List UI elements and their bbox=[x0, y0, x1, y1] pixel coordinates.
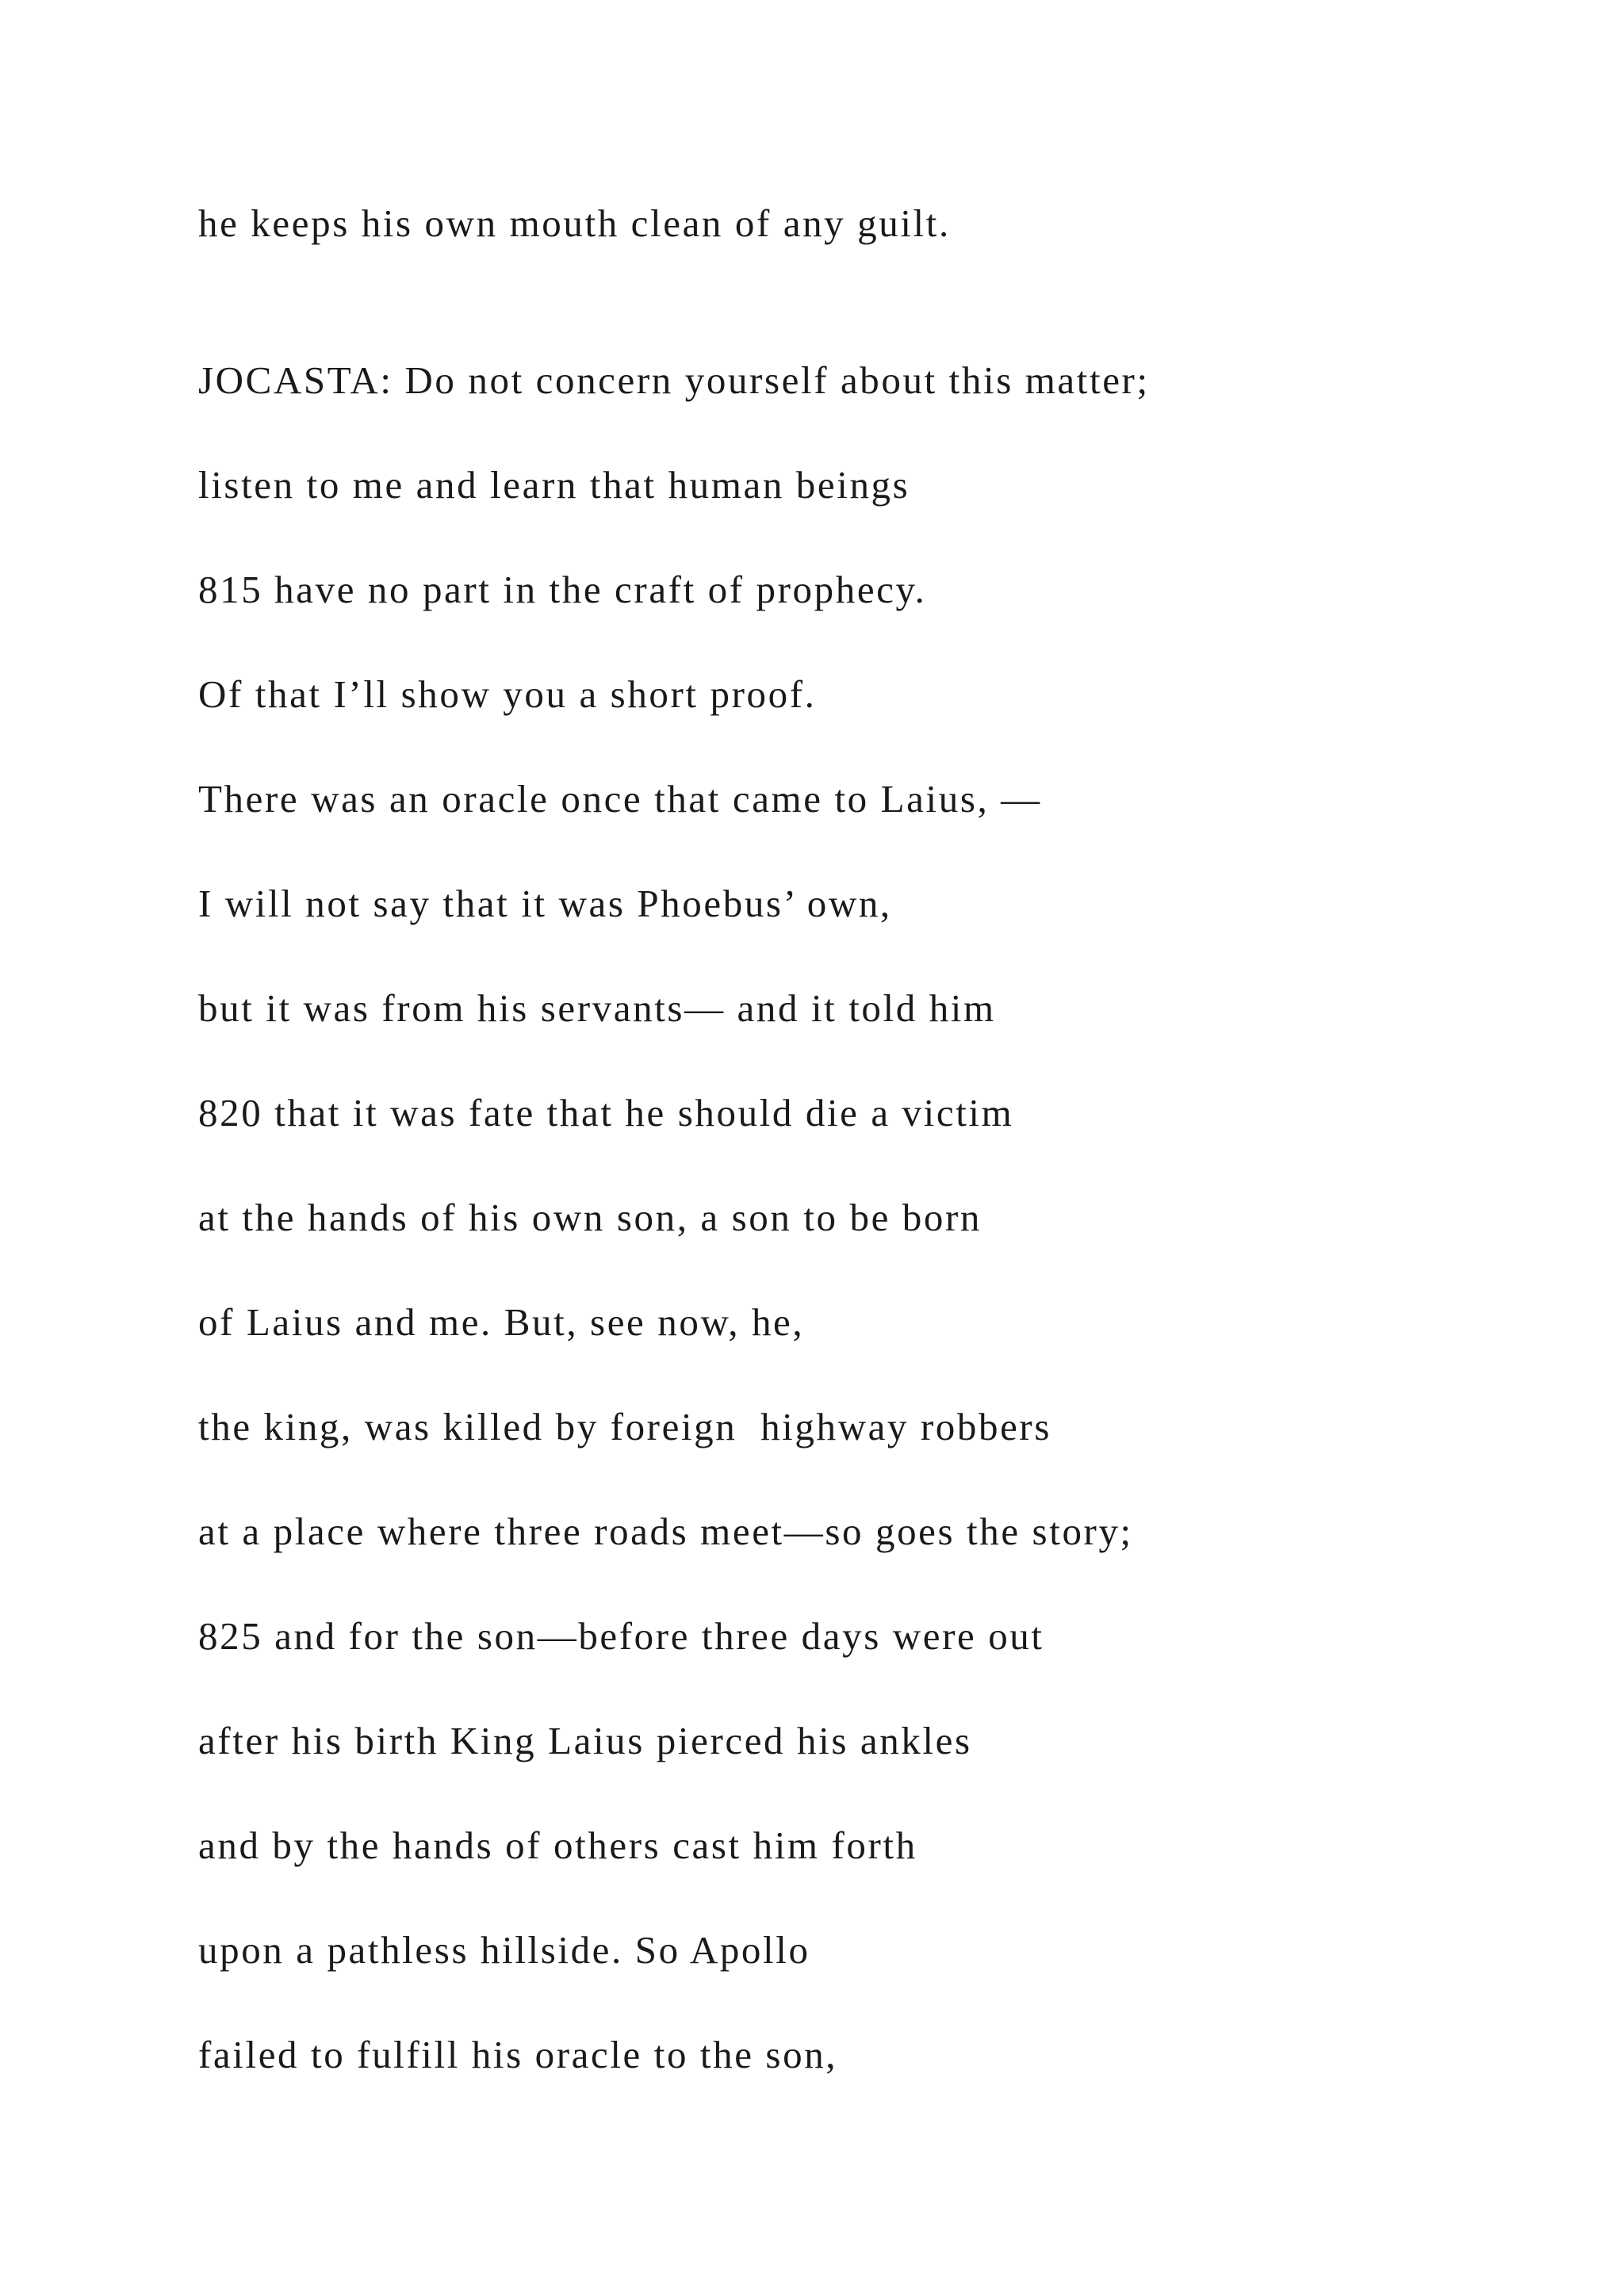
text-line: at the hands of his own son, a son to be born bbox=[198, 1196, 982, 1239]
text-line: at a place where three roads meet—so goes the story; bbox=[198, 1510, 1133, 1553]
text-line: upon a pathless hillside. So Apollo bbox=[198, 1928, 810, 1972]
text-line: 815 have no part in the craft of prophecy. bbox=[198, 568, 927, 611]
text-line: after his birth King Laius pierced his ankles bbox=[198, 1719, 972, 1762]
text-line: but it was from his servants— and it told him bbox=[198, 986, 996, 1030]
text-line: failed to fulfill his oracle to the son, bbox=[198, 2033, 838, 2076]
text-line: Of that I’ll show you a short proof. bbox=[198, 672, 817, 716]
text-line: of Laius and me. But, see now, he, bbox=[198, 1300, 805, 1344]
text-line: I will not say that it was Phoebus’ own, bbox=[198, 882, 892, 925]
text-line: 825 and for the son—before three days were out bbox=[198, 1614, 1044, 1658]
text-line: There was an oracle once that came to Laius, — bbox=[198, 777, 1042, 821]
text-line: listen to me and learn that human beings bbox=[198, 463, 910, 507]
text-line: he keeps his own mouth clean of any guilt. bbox=[198, 201, 951, 245]
text-line: the king, was killed by foreign highway robbers bbox=[198, 1405, 1052, 1448]
text-line: JOCASTA: Do not concern yourself about this matter; bbox=[198, 358, 1150, 402]
text-line: and by the hands of others cast him forth bbox=[198, 1823, 917, 1867]
text-line: 820 that it was fate that he should die a victim bbox=[198, 1091, 1014, 1135]
